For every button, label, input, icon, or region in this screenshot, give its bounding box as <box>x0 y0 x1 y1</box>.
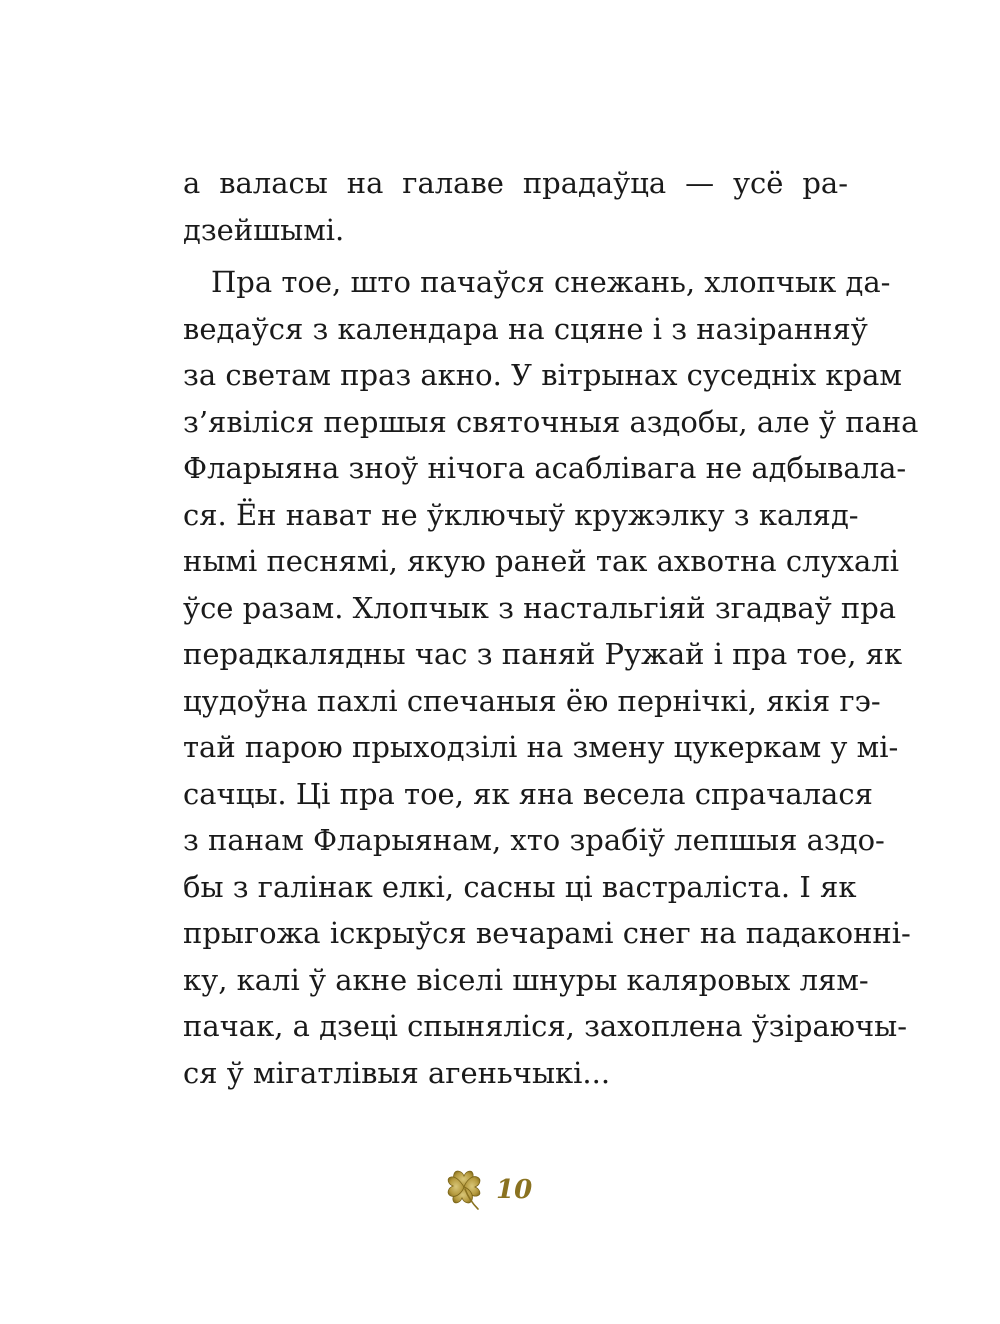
text-line: Пра тое, што пачаўся снежань, хлопчык да- <box>211 265 891 299</box>
text-line: нымі песнямі, якую раней так ахвотна слухалі <box>183 544 899 578</box>
text-line: тай парою прыходзілі на змену цукеркам у мі- <box>183 730 899 764</box>
text-line: цудоўна пахлі спечаныя ёю пернічкі, якія гэ- <box>183 683 881 718</box>
four-leaf-clover-icon <box>440 1165 492 1215</box>
text-line: за светам праз акно. У вітрынах суседніх крам <box>183 358 902 392</box>
text-line: ку, калі ў акне віселі шнуры каляровых лям- <box>183 962 869 997</box>
text-line: з’явіліся першыя святочныя аздобы, але ў пана <box>183 404 919 439</box>
text-line: прыгожа іскрыўся вечарамі снег на падаконні- <box>183 916 911 950</box>
text-line: ся. Ён нават не ўключыў кружэлку з каляд- <box>183 497 859 532</box>
page-number: 10 <box>496 1175 533 1205</box>
text-line: ся ў мігатлівыя агеньчыкі... <box>183 1055 611 1090</box>
text-line: бы з галінак елкі, сасны ці вастраліста. І як <box>183 869 857 904</box>
text-line: ўсе разам. Хлопчык з настальгіяй згадваў пра <box>183 590 897 625</box>
text-line: з панам Фларыянам, хто зрабіў лепшыя аздо- <box>183 823 885 857</box>
text-line: перадкалядны час з паняй Ружай і пра тое, як <box>183 637 903 671</box>
text-line: Фларыяна зноў нічога асаблівага не адбывала- <box>183 451 907 485</box>
text-line: а валасы на галаве прадаўца — усё ра- <box>183 166 848 200</box>
text-line: пачак, а дзеці спыняліся, захоплена ўзіраючы- <box>183 1009 908 1043</box>
page-footer <box>440 1165 560 1215</box>
body-text <box>183 160 919 1096</box>
text-line: ведаўся з календара на сцяне і з назіранняў <box>183 311 868 346</box>
text-line: сачцы. Ці пра тое, як яна весела спрачалася <box>183 776 873 811</box>
text-line: дзейшымі. <box>183 212 345 247</box>
